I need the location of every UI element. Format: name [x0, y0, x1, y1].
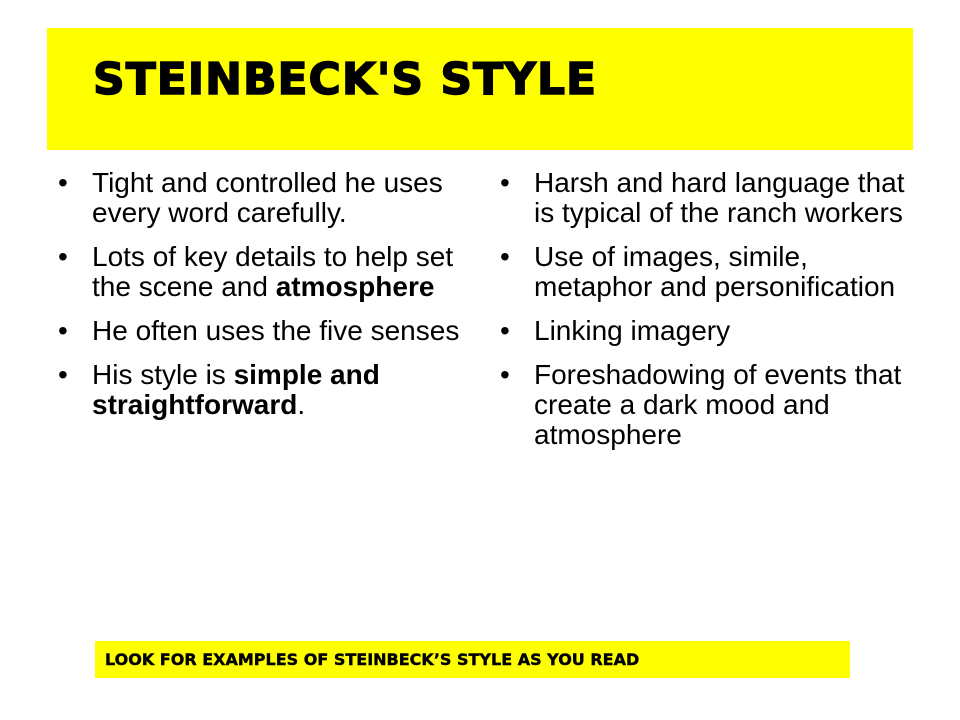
- slide-title: STEINBECK'S STYLE: [93, 54, 598, 105]
- bullet-dot-icon: •: [500, 241, 510, 272]
- bullet-dot-icon: •: [58, 315, 68, 346]
- bullet-text: Foreshadowing of events that create a dark mood and atmosphere: [534, 359, 902, 450]
- bullet-text: Use of images, simile, metaphor and personification: [534, 241, 896, 302]
- bullet-text: His style is: [92, 359, 234, 390]
- bullet-dot-icon: •: [58, 359, 68, 390]
- bullet-dot-icon: •: [500, 315, 510, 346]
- bullet-item: [500, 242, 920, 302]
- bullet-text: .: [297, 389, 306, 420]
- bullet-item: [500, 168, 920, 228]
- bullet-item: [500, 316, 920, 346]
- bullet-dot-icon: •: [58, 241, 68, 272]
- right-column: [500, 168, 920, 464]
- bullet-item: [58, 168, 478, 228]
- bullet-item: [58, 360, 478, 420]
- title-banner: [47, 28, 913, 150]
- left-bullet-list: [58, 168, 478, 420]
- bullet-item: [500, 360, 920, 450]
- footer-banner: [95, 641, 850, 678]
- bullet-dot-icon: •: [58, 167, 68, 198]
- right-bullet-list: [500, 168, 920, 450]
- bullet-text: He often uses the five senses: [92, 315, 460, 346]
- left-column: [58, 168, 478, 434]
- bullet-text: Harsh and hard language that is typical of the ranch workers: [534, 167, 905, 228]
- bullet-text-bold: atmosphere: [275, 271, 435, 302]
- footer-text: LOOK FOR EXAMPLES OF STEINBECK’S STYLE AS YOU READ: [105, 650, 640, 669]
- bullet-text: Lots of key details to help set the scene and: [92, 241, 454, 302]
- bullet-dot-icon: •: [500, 167, 510, 198]
- bullet-text-bold: simple and straightforward: [92, 359, 380, 420]
- bullet-item: [58, 316, 478, 346]
- bullet-text: Linking imagery: [534, 315, 731, 346]
- bullet-item: [58, 242, 478, 302]
- bullet-text: Tight and controlled he uses every word carefully.: [92, 167, 443, 228]
- bullet-dot-icon: •: [500, 359, 510, 390]
